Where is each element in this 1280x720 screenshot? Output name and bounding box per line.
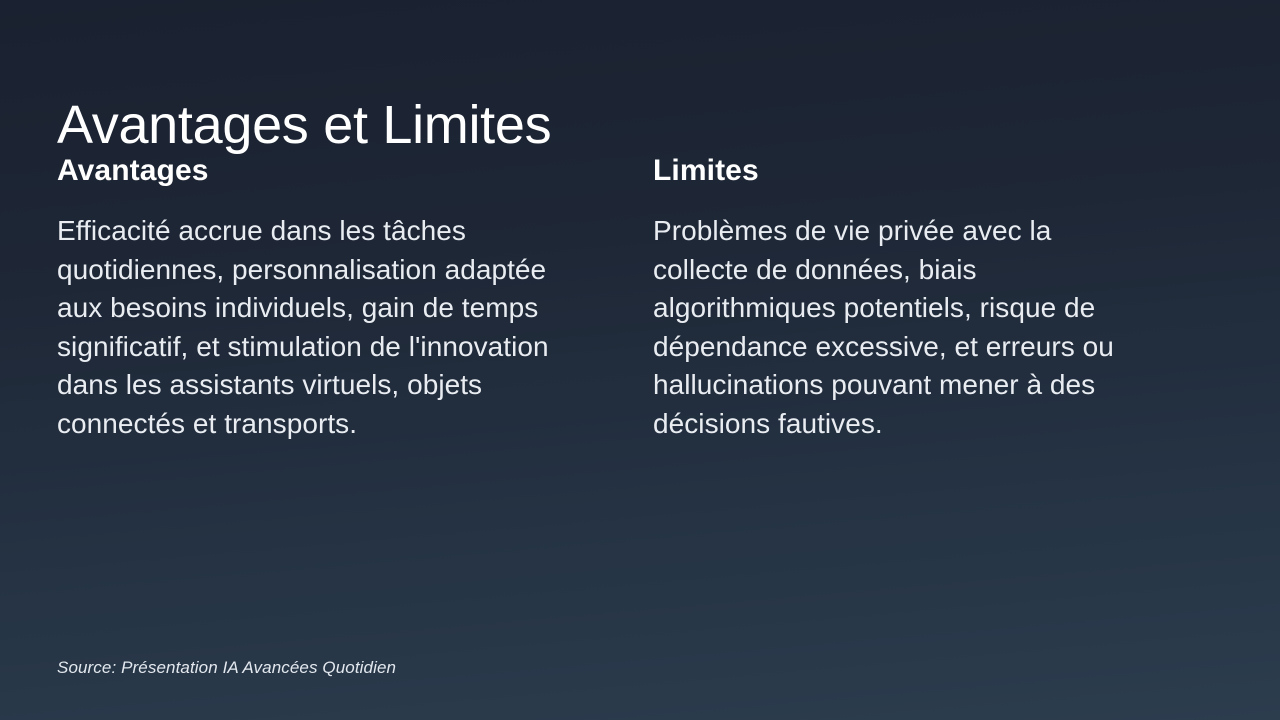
column-heading-limites: Limites xyxy=(653,154,759,187)
column-heading-avantages: Avantages xyxy=(57,154,209,187)
column-body-avantages: Efficacité accrue dans les tâches quotidiennes, personnalisation adaptée aux besoins individuels, gain de temps significatif, et stimulation de l'innovation dans les assistants virtuels, objets connectés et transports. xyxy=(57,215,549,439)
column-avantages xyxy=(57,152,555,443)
source-caption: Source: Présentation IA Avancées Quotidien xyxy=(57,658,397,677)
column-limites xyxy=(653,152,1151,443)
page-title: Avantages et Limites xyxy=(57,95,552,156)
content-columns xyxy=(57,152,1223,443)
column-body-limites: Problèmes de vie privée avec la collecte de données, biais algorithmiques potentiels, risque de dépendance excessive, et erreurs ou hallucinations pouvant mener à des décisions fautives. xyxy=(653,215,1114,439)
